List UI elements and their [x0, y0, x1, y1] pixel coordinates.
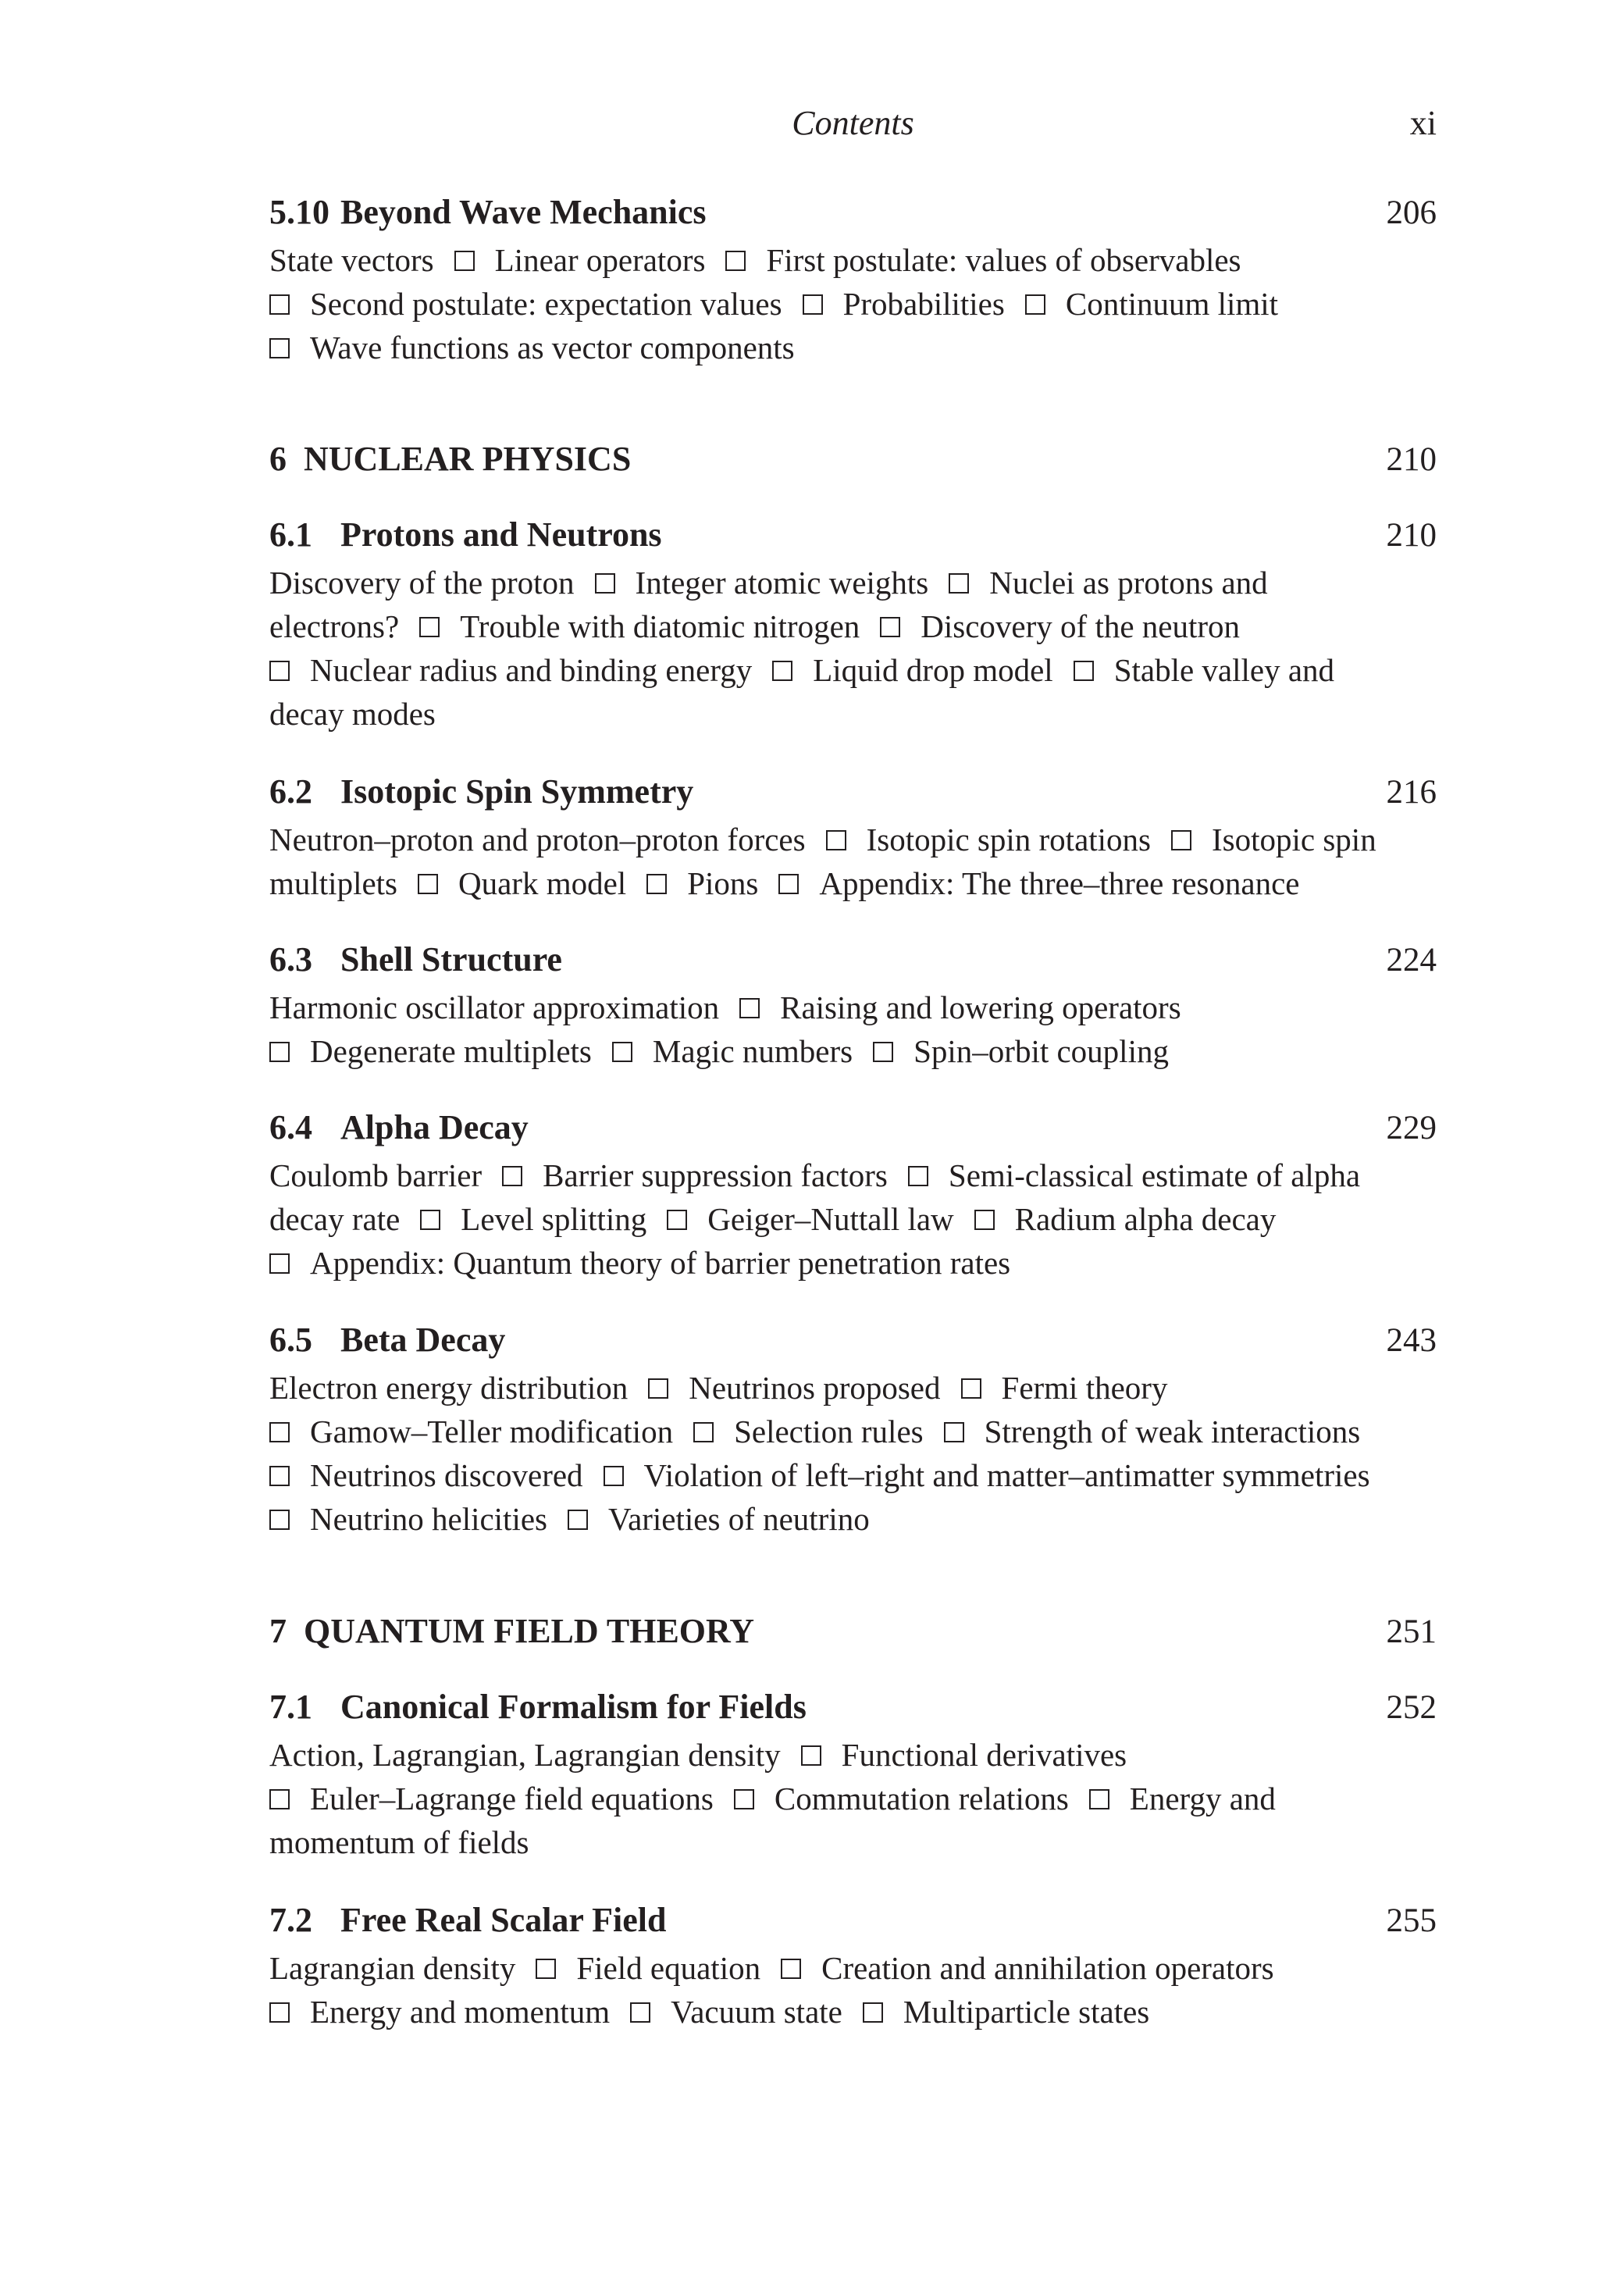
running-title: Contents	[792, 104, 914, 142]
section-title[interactable]	[269, 768, 693, 815]
topic: Isotopic spin rotations	[866, 822, 1152, 857]
section-title[interactable]	[269, 512, 662, 558]
page-number: 251	[1386, 1613, 1437, 1650]
section-title-text: Shell Structure	[340, 940, 562, 979]
topic: Nuclei as protons and	[989, 565, 1268, 601]
section-title[interactable]	[269, 189, 707, 236]
section-title-text: Free Real Scalar Field	[340, 1901, 667, 1939]
topic-list	[269, 561, 1437, 736]
box-separator-icon	[781, 1959, 801, 1979]
toc-chapter-6	[269, 436, 1437, 483]
topic: State vectors	[269, 242, 434, 278]
box-separator-icon	[1171, 830, 1191, 850]
topic: Gamow–Teller modification	[310, 1414, 674, 1449]
box-separator-icon	[269, 1253, 290, 1274]
section-title[interactable]	[269, 1897, 666, 1944]
topic: Semi-classical estimate of alpha	[948, 1157, 1361, 1193]
section-title-text: Canonical Formalism for Fields	[340, 1688, 807, 1726]
chapter-number: 6	[269, 440, 287, 478]
topic: decay rate	[269, 1201, 401, 1237]
topic: Pions	[687, 865, 759, 901]
box-separator-icon	[801, 1745, 821, 1766]
topic: Fermi theory	[1001, 1370, 1168, 1406]
page-number: 229	[1386, 1110, 1437, 1146]
topic: Neutrino helicities	[310, 1501, 547, 1537]
section-title-text: Beyond Wave Mechanics	[340, 193, 707, 231]
box-separator-icon	[646, 874, 667, 894]
box-separator-icon	[269, 1422, 290, 1442]
box-separator-icon	[734, 1789, 754, 1809]
topic: Stable valley and	[1113, 652, 1335, 688]
topic: Lagrangian density	[269, 1950, 516, 1986]
toc-entry-6-4	[269, 1104, 1437, 1285]
topic: Trouble with diatomic nitrogen	[460, 608, 860, 644]
toc-entry-5-10	[269, 189, 1437, 369]
box-separator-icon	[630, 2002, 650, 2023]
box-separator-icon	[693, 1422, 714, 1442]
page-number: 206	[1386, 194, 1437, 231]
section-number: 5.10	[269, 193, 329, 231]
topic-list	[269, 818, 1437, 905]
box-separator-icon	[269, 1466, 290, 1486]
box-separator-icon	[502, 1166, 522, 1186]
topic-list	[269, 1153, 1437, 1285]
box-separator-icon	[961, 1378, 981, 1399]
topic: Strength of weak interactions	[984, 1414, 1361, 1449]
section-title-text: Beta Decay	[340, 1321, 506, 1359]
section-title[interactable]	[269, 1684, 807, 1731]
topic: Barrier suppression factors	[543, 1157, 888, 1193]
page-folio: xi	[1409, 104, 1437, 142]
topic: Neutron–proton and proton–proton forces	[269, 822, 806, 857]
page-number: 216	[1386, 774, 1437, 811]
box-separator-icon	[873, 1042, 893, 1062]
topic: Spin–orbit coupling	[913, 1033, 1169, 1069]
section-number: 6.4	[269, 1108, 312, 1146]
topic: multiplets	[269, 865, 397, 901]
topic: Appendix: The three–three resonance	[819, 865, 1300, 901]
section-number: 6.5	[269, 1321, 312, 1359]
box-separator-icon	[880, 617, 900, 637]
topic: Liquid drop model	[813, 652, 1053, 688]
topic: Energy and momentum	[310, 1994, 611, 2030]
toc-entry-6-1	[269, 512, 1437, 736]
box-separator-icon	[269, 1510, 290, 1530]
box-separator-icon	[612, 1042, 632, 1062]
topic: Magic numbers	[652, 1033, 853, 1069]
topic: Neutrinos discovered	[310, 1457, 583, 1493]
page-number: 210	[1386, 441, 1437, 478]
topic: Violation of left–right and matter–antimatter symmetries	[643, 1457, 1370, 1493]
topic: Isotopic spin	[1212, 822, 1376, 857]
page-number: 243	[1386, 1322, 1437, 1359]
topic-list	[269, 238, 1437, 369]
topic: Level splitting	[461, 1201, 647, 1237]
topic: Appendix: Quantum theory of barrier penetration rates	[310, 1245, 1011, 1281]
box-separator-icon	[269, 1042, 290, 1062]
box-separator-icon	[418, 874, 438, 894]
box-separator-icon	[269, 1789, 290, 1809]
topic: electrons?	[269, 608, 400, 644]
box-separator-icon	[772, 661, 792, 681]
section-number: 6.1	[269, 515, 312, 554]
section-number: 7.2	[269, 1901, 312, 1939]
topic: momentum of fields	[269, 1824, 529, 1860]
box-separator-icon	[1025, 294, 1045, 315]
section-number: 6.2	[269, 772, 312, 811]
box-separator-icon	[974, 1210, 995, 1230]
toc-entry-6-5	[269, 1317, 1437, 1541]
topic: Continuum limit	[1065, 286, 1279, 322]
topic: Linear operators	[494, 242, 706, 278]
topic: Second postulate: expectation values	[310, 286, 782, 322]
topic: Quark model	[458, 865, 627, 901]
topic: First postulate: values of observables	[766, 242, 1241, 278]
box-separator-icon	[826, 830, 846, 850]
box-separator-icon	[420, 1210, 440, 1230]
topic: Wave functions as vector components	[310, 330, 795, 365]
topic: Vacuum state	[671, 1994, 842, 2030]
topic: Functional derivatives	[841, 1737, 1127, 1773]
topic: Multiparticle states	[903, 1994, 1150, 2030]
box-separator-icon	[269, 338, 290, 358]
section-title[interactable]	[269, 936, 562, 983]
box-separator-icon	[1089, 1789, 1109, 1809]
topic-list	[269, 1946, 1437, 2034]
topic: Radium alpha decay	[1014, 1201, 1277, 1237]
box-separator-icon	[944, 1422, 964, 1442]
topic-list	[269, 986, 1437, 1073]
topic: Action, Lagrangian, Lagrangian density	[269, 1737, 781, 1773]
toc-entry-7-2	[269, 1897, 1437, 2034]
box-separator-icon	[648, 1378, 668, 1399]
box-separator-icon	[604, 1466, 624, 1486]
box-separator-icon	[908, 1166, 928, 1186]
topic: Discovery of the proton	[269, 565, 575, 601]
toc-entry-7-1	[269, 1684, 1437, 1864]
topic: Euler–Lagrange field equations	[310, 1781, 714, 1816]
toc-chapter-7	[269, 1608, 1437, 1656]
section-title-text: Protons and Neutrons	[340, 515, 662, 554]
topic: Coulomb barrier	[269, 1157, 483, 1193]
chapter-title-text: NUCLEAR PHYSICS	[304, 440, 632, 478]
topic: Field equation	[576, 1950, 761, 1986]
box-separator-icon	[949, 573, 969, 594]
page-number: 255	[1386, 1902, 1437, 1939]
box-separator-icon	[536, 1959, 556, 1979]
section-title[interactable]	[269, 1104, 529, 1151]
chapter-number: 7	[269, 1612, 287, 1650]
chapter-title[interactable]	[269, 1608, 754, 1655]
section-title[interactable]	[269, 1317, 505, 1364]
box-separator-icon	[269, 661, 290, 681]
topic: Selection rules	[734, 1414, 924, 1449]
box-separator-icon	[269, 2002, 290, 2023]
box-separator-icon	[454, 251, 475, 271]
topic: Raising and lowering operators	[780, 989, 1181, 1025]
topic: Creation and annihilation operators	[821, 1950, 1274, 1986]
box-separator-icon	[803, 294, 823, 315]
chapter-title[interactable]	[269, 436, 631, 483]
section-number: 6.3	[269, 940, 312, 979]
page-number: 210	[1386, 517, 1437, 554]
chapter-title-text: QUANTUM FIELD THEORY	[304, 1612, 755, 1650]
topic: decay modes	[269, 696, 436, 732]
box-separator-icon	[778, 874, 799, 894]
page-number: 224	[1386, 942, 1437, 979]
topic-list	[269, 1733, 1437, 1864]
box-separator-icon	[1074, 661, 1094, 681]
topic: Geiger–Nuttall law	[707, 1201, 954, 1237]
topic: Energy and	[1129, 1781, 1276, 1816]
box-separator-icon	[863, 2002, 883, 2023]
box-separator-icon	[595, 573, 615, 594]
topic: Commutation relations	[774, 1781, 1069, 1816]
page-number: 252	[1386, 1689, 1437, 1726]
box-separator-icon	[739, 998, 760, 1018]
box-separator-icon	[269, 294, 290, 315]
topic: Nuclear radius and binding energy	[310, 652, 753, 688]
topic: Electron energy distribution	[269, 1370, 629, 1406]
box-separator-icon	[667, 1210, 687, 1230]
toc-entry-6-2	[269, 768, 1437, 905]
box-separator-icon	[568, 1510, 588, 1530]
topic: Varieties of neutrino	[608, 1501, 870, 1537]
topic: Integer atomic weights	[635, 565, 929, 601]
toc-entry-6-3	[269, 936, 1437, 1073]
page-header	[269, 100, 1437, 147]
section-title-text: Alpha Decay	[340, 1108, 529, 1146]
topic: Probabilities	[842, 286, 1005, 322]
section-number: 7.1	[269, 1688, 312, 1726]
box-separator-icon	[725, 251, 746, 271]
topic: Degenerate multiplets	[310, 1033, 592, 1069]
section-title-text: Isotopic Spin Symmetry	[340, 772, 694, 811]
topic: Discovery of the neutron	[921, 608, 1241, 644]
topic-list	[269, 1366, 1437, 1541]
box-separator-icon	[419, 617, 440, 637]
topic: Harmonic oscillator approximation	[269, 989, 720, 1025]
topic: Neutrinos proposed	[689, 1370, 941, 1406]
